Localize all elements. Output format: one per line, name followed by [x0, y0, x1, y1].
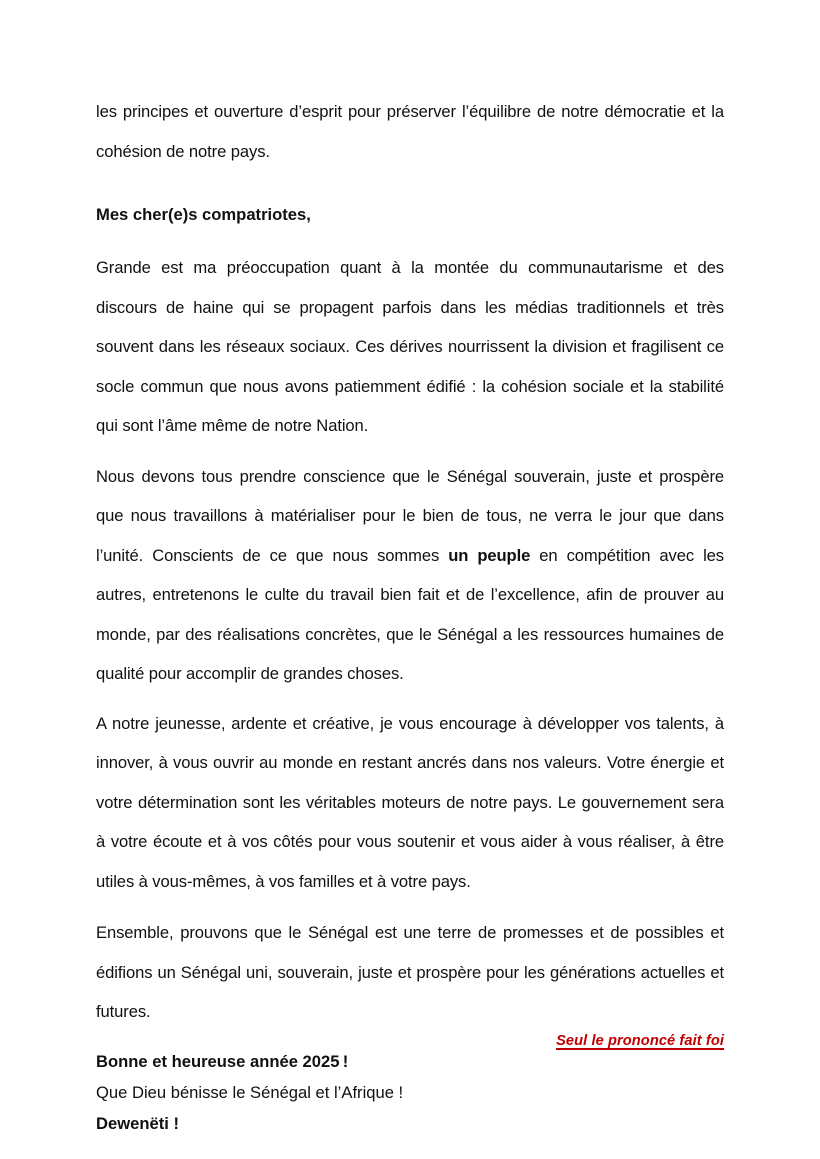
paragraph-jeunesse: A notre jeunesse, ardente et créative, je vous encourage à développer vos talents, à innover, à vous ouvrir au monde en restant ancrés dans nos valeurs. Votre énergie et votre détermination sont les véritables moteurs de notre pays. Le gouvernement sera à votre écoute et à vos côtés pour vous soutenir et vous aider à vous réaliser, à être utiles à vous-mêmes, à vos familles et à votre pays. — [96, 713, 724, 891]
spacer-before-salutation — [96, 171, 724, 200]
paragraph-communautarisme: Grande est ma préoccupation quant à la montée du communautarisme et des discours de haine qui se propagent parfois dans les médias traditionnels et très souvent dans les réseaux sociaux. Ces dérives nourrissent la division et fragilisent ce socle commun que nous avons patiemment édifié : la cohésion sociale et la stabilité qui sont l’âme même de notre Nation. — [96, 258, 724, 435]
paragraph-unite — [96, 457, 724, 694]
spacer-before-paragraph-4 — [96, 901, 724, 913]
closing-line-new-year: Bonne et heureuse année 2025 ! — [96, 1051, 349, 1071]
spacer-before-paragraph-2 — [96, 446, 724, 457]
paragraph-unite-text-after: en compétition avec les autres, entretenons le culte du travail bien fait et de l’excellence, afin de prouver au monde, par des réalisations concrètes, que le Sénégal a les ressources humaines de qualité pour accomplir de grandes choses. — [96, 545, 724, 683]
spacer-before-paragraph-1 — [96, 230, 724, 248]
salutation: Mes cher(e)s compatriotes, — [96, 205, 311, 224]
paragraph-unite-emphasis: un peuple — [448, 545, 531, 565]
lead-paragraph: les principes et ouverture d’esprit pour préserver l’équilibre de notre démocratie et la cohésion de notre pays. — [96, 102, 724, 161]
spacer-before-paragraph-3 — [96, 694, 724, 704]
paragraph-ensemble: Ensemble, prouvons que le Sénégal est une terre de promesses et de possibles et édifions un Sénégal uni, souverain, juste et prospère pour les générations actuelles et futures. — [96, 923, 724, 1021]
footer-disclaimer: Seul le prononcé fait foi — [556, 1033, 724, 1049]
closing-line-dewenenti: Dewenëti ! — [96, 1113, 179, 1133]
document-body — [96, 92, 724, 1139]
paragraph-unite-text-before: Nous devons tous prendre conscience que le Sénégal souverain, juste et prospère que nous travaillons à matérialiser pour le bien de tous, ne verra le jour que dans l’unité. Conscients de ce que nous sommes — [96, 466, 724, 565]
closing-line-blessing: Que Dieu bénisse le Sénégal et l’Afrique ! — [96, 1082, 404, 1102]
